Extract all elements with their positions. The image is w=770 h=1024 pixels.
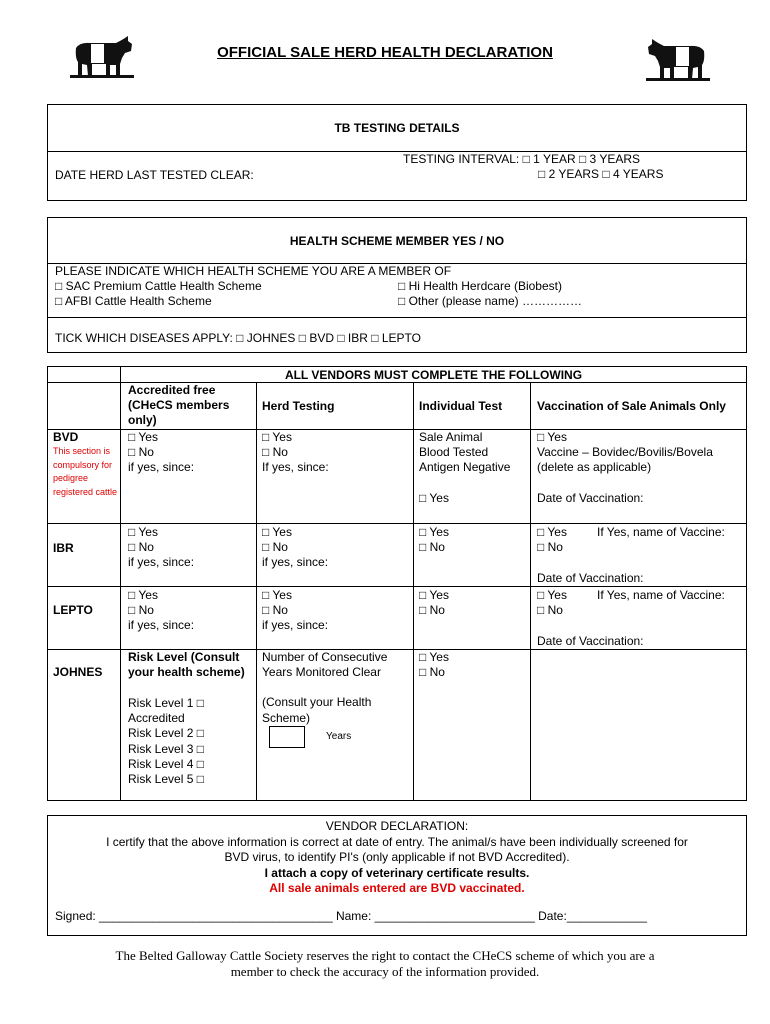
scheme-option-sac[interactable]: □ SAC Premium Cattle Health Scheme: [55, 279, 262, 293]
johnes-risk-accredited: Accredited: [128, 711, 185, 726]
date-last-tested-label: DATE HERD LAST TESTED CLEAR:: [55, 168, 254, 182]
row-label-bvd: BVD: [53, 430, 79, 444]
scheme-option-other[interactable]: □ Other (please name) ……………: [398, 294, 582, 308]
testing-interval-options-2[interactable]: □ 2 YEARS □ 4 YEARS: [538, 167, 664, 181]
bvd-vacc-date: Date of Vaccination:: [537, 490, 644, 505]
bvd-individual-line: Sale Animal: [419, 430, 483, 444]
bvd-herd-no[interactable]: □ No: [262, 445, 288, 460]
spacer: [262, 680, 387, 695]
johnes-risk-level-1[interactable]: Risk Level 1 □: [128, 696, 204, 710]
lepto-accredited-no[interactable]: □ No: [128, 603, 154, 618]
ibr-vacc-date: Date of Vaccination:: [537, 571, 644, 585]
lepto-accredited-since: if yes, since:: [128, 618, 195, 633]
row-label-ibr: IBR: [53, 541, 74, 555]
signature-line[interactable]: Signed: ___________________________________ Name: ________________________ Date:____________: [55, 909, 647, 923]
bvd-individual-line: Antigen Negative: [419, 460, 511, 475]
lepto-herd-yes[interactable]: □ Yes: [262, 588, 292, 602]
page-title: OFFICIAL SALE HERD HEALTH DECLARATION: [217, 44, 553, 61]
johnes-herd-line: Years Monitored Clear: [262, 665, 381, 680]
lepto-vacc-date: Date of Vaccination:: [537, 634, 644, 648]
declaration-text-2: BVD virus, to identify PI's (only applicable if not BVD Accredited).: [224, 850, 570, 864]
ibr-vacc-no[interactable]: □ No: [537, 540, 563, 554]
declaration-heading: VENDOR DECLARATION:: [325, 819, 469, 833]
bvd-accredited-no[interactable]: □ No: [128, 445, 154, 460]
diseases-tick-row[interactable]: TICK WHICH DISEASES APPLY: □ JOHNES □ BVD □ IBR □ LEPTO: [55, 331, 421, 345]
johnes-individual-yes[interactable]: □ Yes: [419, 650, 449, 664]
ibr-vacc-name-label: If Yes, name of Vaccine:: [597, 525, 725, 539]
johnes-risk-level-5[interactable]: Risk Level 5 □: [128, 772, 204, 787]
johnes-years-label: Years: [326, 731, 352, 742]
johnes-individual-no[interactable]: □ No: [419, 665, 445, 680]
declaration-vaccinated: All sale animals entered are BVD vaccinated.: [269, 881, 525, 895]
ibr-herd-no[interactable]: □ No: [262, 540, 288, 555]
bvd-compulsory-note: This section is compulsory for pedigree registered cattle: [53, 446, 118, 497]
ibr-herd-yes[interactable]: □ Yes: [262, 525, 292, 539]
col-accredited-free: Accredited free (CHeCS members only): [128, 383, 230, 428]
row-label-lepto: LEPTO: [53, 603, 93, 617]
footer-line-1: The Belted Galloway Cattle Society reserves the right to contact the CHeCS scheme of which you are a: [115, 948, 655, 963]
vendors-heading: ALL VENDORS MUST COMPLETE THE FOLLOWING: [284, 368, 583, 382]
lepto-individual-no[interactable]: □ No: [419, 603, 445, 618]
bvd-vacc-delete-note: (delete as applicable): [537, 460, 652, 475]
ibr-accredited-yes[interactable]: □ Yes: [128, 525, 158, 539]
ibr-vacc-yes[interactable]: □ Yes: [537, 525, 567, 539]
lepto-vacc-yes[interactable]: □ Yes: [537, 588, 567, 602]
johnes-herd-line: Scheme): [262, 710, 311, 725]
scheme-option-afbi[interactable]: □ AFBI Cattle Health Scheme: [55, 294, 212, 308]
bvd-accredited-yes[interactable]: □ Yes: [128, 430, 158, 444]
ibr-herd-since: if yes, since:: [262, 555, 329, 570]
bvd-individual-line: Blood Tested: [419, 445, 489, 460]
bvd-individual-yes[interactable]: □ Yes: [419, 490, 449, 505]
scheme-indicate-label: PLEASE INDICATE WHICH HEALTH SCHEME YOU ARE A MEMBER OF: [55, 264, 452, 278]
bvd-vacc-vaccine: Vaccine – Bovidec/Bovilis/Bovela: [537, 445, 713, 460]
ibr-individual-yes[interactable]: □ Yes: [419, 525, 449, 539]
johnes-herd-line: Number of Consecutive: [262, 650, 388, 664]
tb-testing-section: [47, 104, 747, 201]
ibr-individual-no[interactable]: □ No: [419, 540, 445, 555]
lepto-accredited-yes[interactable]: □ Yes: [128, 588, 158, 602]
bvd-herd-yes[interactable]: □ Yes: [262, 430, 292, 444]
spacer: [537, 476, 713, 491]
spacer: [419, 476, 510, 491]
johnes-risk-heading: Risk Level (Consult your health scheme): [128, 650, 245, 680]
scheme-option-hi-health[interactable]: □ Hi Health Herdcare (Biobest): [398, 279, 562, 293]
testing-interval-options[interactable]: TESTING INTERVAL: □ 1 YEAR □ 3 YEARS: [403, 152, 641, 166]
bvd-vacc-yes[interactable]: □ Yes: [537, 430, 567, 444]
lepto-herd-since: if yes, since:: [262, 618, 329, 633]
col-individual-test: Individual Test: [419, 399, 503, 413]
col-herd-testing: Herd Testing: [262, 399, 335, 413]
johnes-herd-line: (Consult your Health: [262, 695, 372, 710]
johnes-risk-level-2[interactable]: Risk Level 2 □: [128, 726, 204, 741]
johnes-risk-level-4[interactable]: Risk Level 4 □: [128, 756, 204, 771]
johnes-risk-level-3[interactable]: Risk Level 3 □: [128, 741, 204, 756]
ibr-accredited-since: if yes, since:: [128, 555, 195, 570]
declaration-attach: I attach a copy of veterinary certificate results.: [264, 865, 530, 880]
health-scheme-heading: HEALTH SCHEME MEMBER YES / NO: [289, 234, 505, 248]
lepto-vacc-name-label: If Yes, name of Vaccine:: [597, 588, 725, 602]
lepto-herd-no[interactable]: □ No: [262, 603, 288, 618]
tb-testing-heading: TB TESTING DETAILS: [334, 121, 460, 135]
johnes-years-input[interactable]: [269, 726, 305, 748]
bvd-herd-since: If yes, since:: [262, 460, 329, 475]
declaration-text-1: I certify that the above information is correct at date of entry. The animal/s have been individually screened for: [106, 834, 688, 849]
row-label-johnes: JOHNES: [53, 665, 103, 679]
lepto-individual-yes[interactable]: □ Yes: [419, 588, 449, 602]
col-vaccination: Vaccination of Sale Animals Only: [537, 399, 726, 413]
lepto-vacc-no[interactable]: □ No: [537, 603, 563, 617]
bvd-accredited-since: if yes, since:: [128, 460, 195, 475]
footer-line-2: member to check the accuracy of the information provided.: [230, 964, 540, 979]
ibr-accredited-no[interactable]: □ No: [128, 540, 154, 555]
